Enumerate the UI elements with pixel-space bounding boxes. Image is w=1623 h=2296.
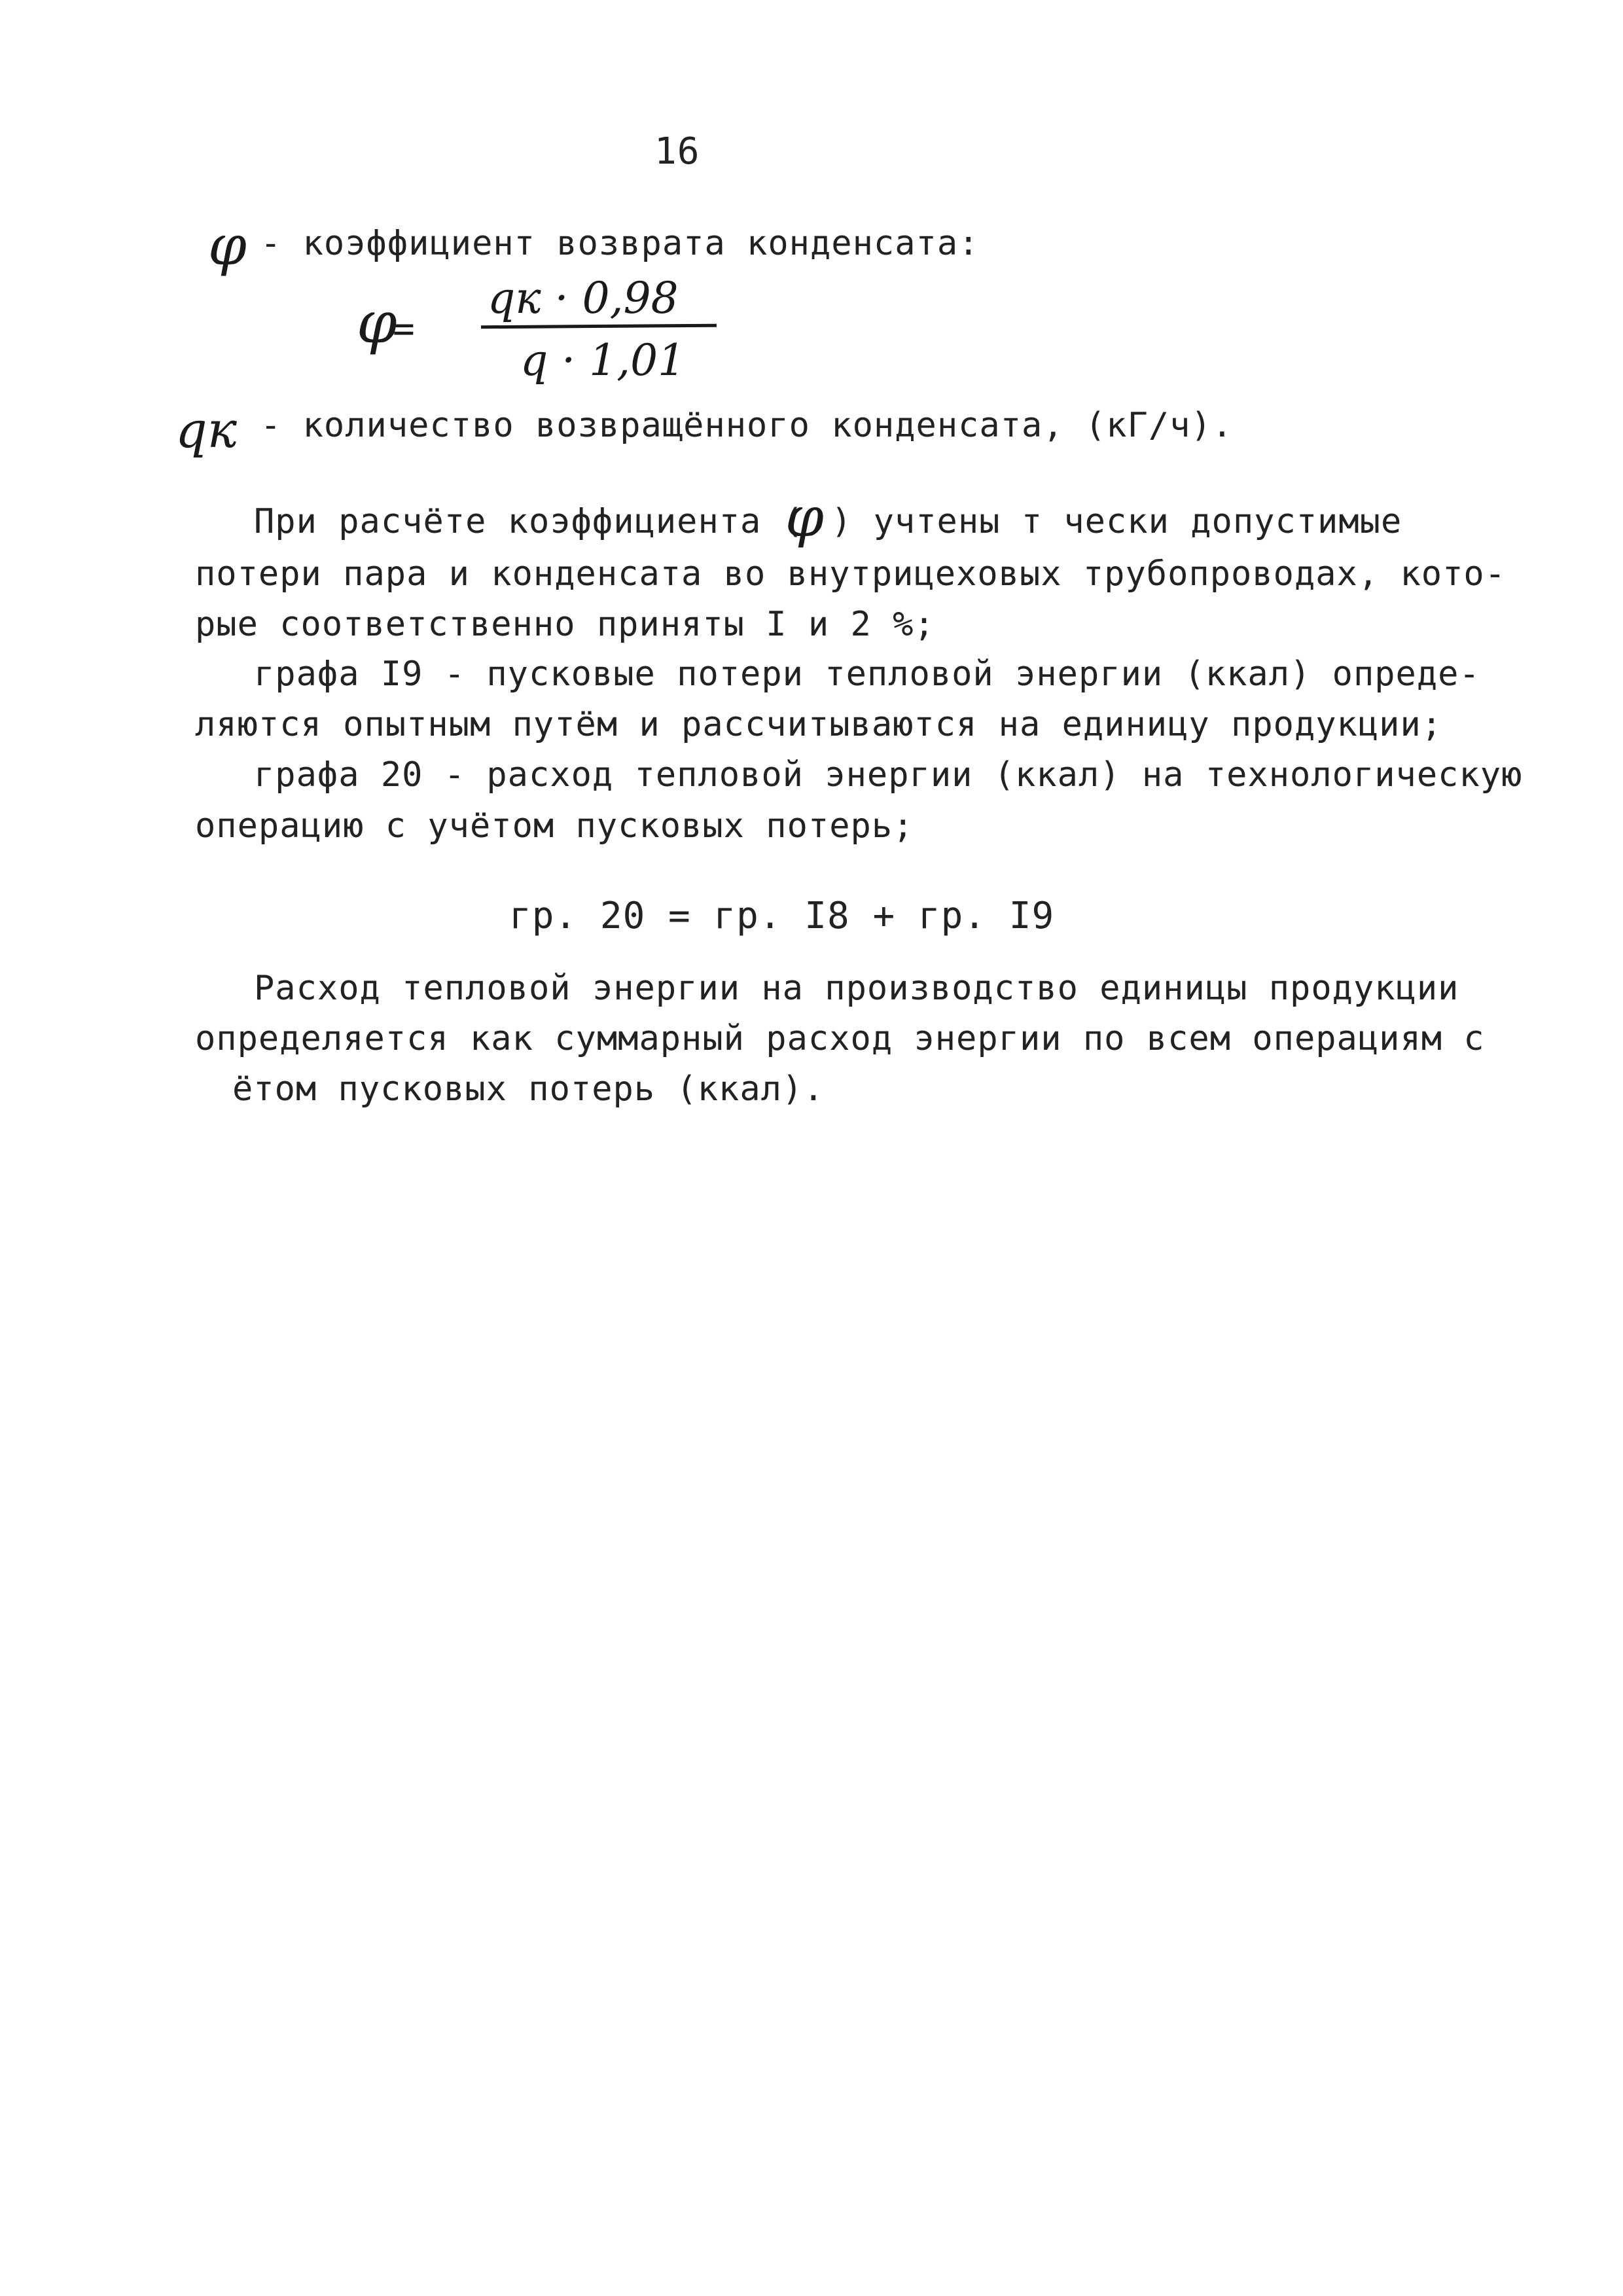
phi-definition: - коэффициент возврата конденсата: <box>260 224 980 263</box>
paragraph-1-line-3: рые соответственно приняты I и 2 %; <box>195 605 935 644</box>
qk-definition: - количество возвращённого конденсата, (кГ/ч). <box>260 406 1234 445</box>
page-number: 16 <box>654 130 700 173</box>
paragraph-4-line-3: ётом пусковых потерь (ккал). <box>232 1069 825 1109</box>
paragraph-3-line-2: операцию с учётом пусковых потерь; <box>195 806 914 846</box>
paragraph-4-line-2: определяется как суммарный расход энергии по всем операциям с <box>195 1019 1485 1058</box>
formula-phi-lhs: φ <box>357 289 397 356</box>
paragraph-2-line-1: графа I9 - пусковые потери тепловой энергии (ккал) опреде- <box>254 655 1480 694</box>
formula-phi-equals: = <box>393 308 415 350</box>
paragraph-1-line-1b: ) учтены т чески допустимые <box>831 502 1402 541</box>
qk-symbol: qк <box>175 401 238 459</box>
phi-symbol: φ <box>208 213 247 278</box>
paragraph-3-line-1: графа 20 - расход тепловой энергии (ккал) на технологическую <box>254 755 1523 795</box>
paragraph-1-line-1a: При расчёте коэффициента ( <box>254 502 804 541</box>
formula-phi-denominator: q · 1,01 <box>520 335 686 386</box>
paragraph-4-line-1: Расход тепловой энергии на производство единицы продукции <box>254 969 1459 1008</box>
fraction-bar <box>481 324 717 329</box>
paragraph-1-line-2: потери пара и конденсата во внутрицеховых трубопроводах, кото- <box>195 554 1507 594</box>
formula-sum: гр. 20 = гр. I8 + гр. I9 <box>509 895 1055 937</box>
paragraph-2-line-2: ляются опытным путём и рассчитываются на единицу продукции; <box>195 705 1443 744</box>
paragraph-1-phi-symbol: φ <box>785 485 824 549</box>
formula-phi-numerator: qк · 0,98 <box>488 273 679 323</box>
